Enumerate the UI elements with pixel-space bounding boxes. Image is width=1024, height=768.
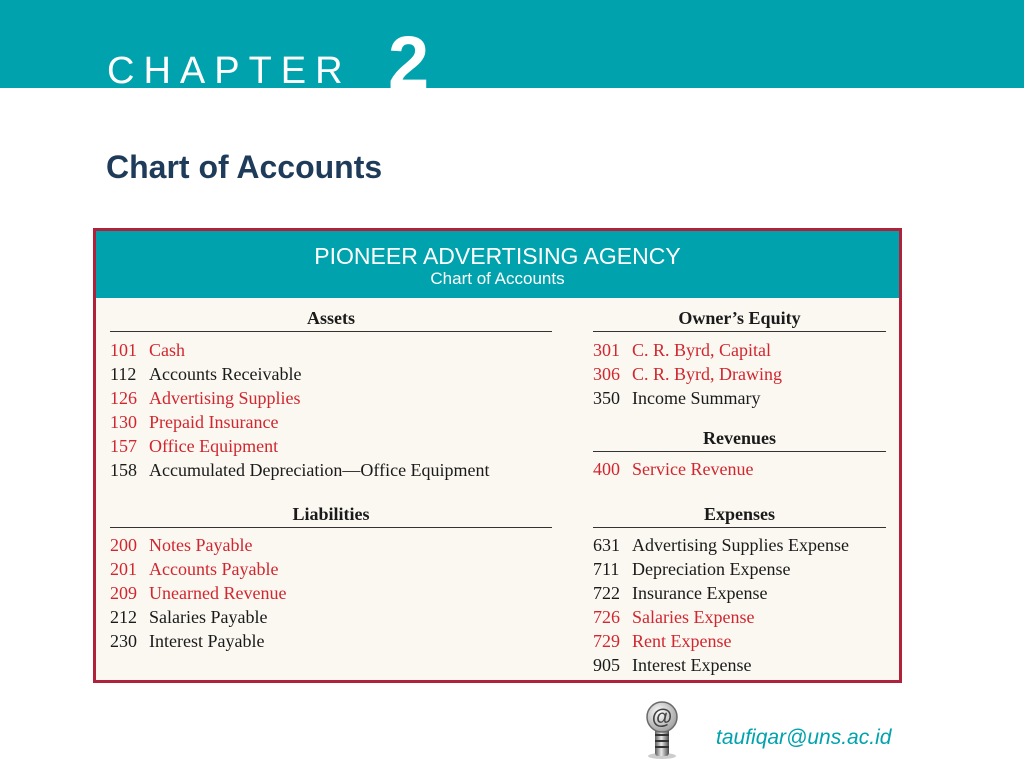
account-number: 126 xyxy=(110,388,137,408)
account-number: 200 xyxy=(110,535,137,555)
account-number: 729 xyxy=(593,631,620,651)
account-number: 905 xyxy=(593,655,620,675)
account-name: C. R. Byrd, Drawing xyxy=(632,364,782,384)
assets-list xyxy=(110,338,552,482)
account-name: Salaries Expense xyxy=(632,607,755,627)
account-number: 212 xyxy=(110,607,137,627)
account-row xyxy=(593,338,886,362)
account-row xyxy=(110,605,552,629)
email-at-icon xyxy=(640,700,684,760)
table-header xyxy=(96,231,899,298)
chapter-label: CHAPTER xyxy=(107,50,352,92)
account-row xyxy=(110,458,552,482)
account-name: Income Summary xyxy=(632,388,761,408)
account-row xyxy=(593,362,886,386)
account-name: Rent Expense xyxy=(632,631,732,651)
revenues-heading: Revenues xyxy=(593,427,886,452)
account-name: Accumulated Depreciation—Office Equipment xyxy=(149,460,490,480)
account-row xyxy=(593,386,886,410)
account-row xyxy=(110,434,552,458)
account-name: Accounts Receivable xyxy=(149,364,302,384)
account-row xyxy=(593,653,886,677)
account-row xyxy=(593,605,886,629)
account-name: Unearned Revenue xyxy=(149,583,287,603)
account-number: 631 xyxy=(593,535,620,555)
revenues-list xyxy=(593,457,886,481)
account-row xyxy=(593,629,886,653)
account-number: 112 xyxy=(110,364,137,384)
owners-equity-heading: Owner’s Equity xyxy=(593,307,886,332)
account-row xyxy=(593,581,886,605)
account-number: 350 xyxy=(593,388,620,408)
account-row xyxy=(110,629,552,653)
account-row xyxy=(593,457,886,481)
account-name: Interest Payable xyxy=(149,631,265,651)
account-number: 726 xyxy=(593,607,620,627)
account-number: 400 xyxy=(593,459,620,479)
account-number: 158 xyxy=(110,460,137,480)
account-number: 722 xyxy=(593,583,620,603)
account-number: 101 xyxy=(110,340,137,360)
account-number: 306 xyxy=(593,364,620,384)
account-name: C. R. Byrd, Capital xyxy=(632,340,771,360)
chart-of-accounts-table xyxy=(93,228,902,683)
table-subtitle: Chart of Accounts xyxy=(430,269,565,288)
account-row xyxy=(110,581,552,605)
account-name: Advertising Supplies Expense xyxy=(632,535,849,555)
liabilities-list xyxy=(110,533,552,653)
account-name: Interest Expense xyxy=(632,655,752,675)
account-number: 209 xyxy=(110,583,137,603)
account-number: 230 xyxy=(110,631,137,651)
account-number: 711 xyxy=(593,559,620,579)
account-row xyxy=(593,533,886,557)
account-row xyxy=(593,557,886,581)
expenses-heading: Expenses xyxy=(593,503,886,528)
account-name: Insurance Expense xyxy=(632,583,768,603)
contact-email[interactable]: taufiqar@uns.ac.id xyxy=(716,726,892,749)
account-name: Accounts Payable xyxy=(149,559,279,579)
svg-text:@: @ xyxy=(651,706,673,729)
account-name: Depreciation Expense xyxy=(632,559,791,579)
account-name: Cash xyxy=(149,340,185,360)
account-name: Prepaid Insurance xyxy=(149,412,279,432)
account-name: Service Revenue xyxy=(632,459,754,479)
company-name: PIONEER ADVERTISING AGENCY xyxy=(314,243,681,269)
account-name: Salaries Payable xyxy=(149,607,268,627)
account-number: 201 xyxy=(110,559,137,579)
account-number: 301 xyxy=(593,340,620,360)
assets-heading: Assets xyxy=(110,307,552,332)
slide-title: Chart of Accounts xyxy=(106,149,383,185)
account-row xyxy=(110,557,552,581)
owners-equity-list xyxy=(593,338,886,410)
account-number: 157 xyxy=(110,436,137,456)
account-name: Notes Payable xyxy=(149,535,253,555)
account-row xyxy=(110,386,552,410)
expenses-list xyxy=(593,533,886,677)
account-row xyxy=(110,533,552,557)
liabilities-heading: Liabilities xyxy=(110,503,552,528)
account-row xyxy=(110,362,552,386)
account-row xyxy=(110,338,552,362)
account-row xyxy=(110,410,552,434)
chapter-number: 2 xyxy=(388,21,430,104)
account-number: 130 xyxy=(110,412,137,432)
account-name: Office Equipment xyxy=(149,436,279,456)
account-name: Advertising Supplies xyxy=(149,388,301,408)
